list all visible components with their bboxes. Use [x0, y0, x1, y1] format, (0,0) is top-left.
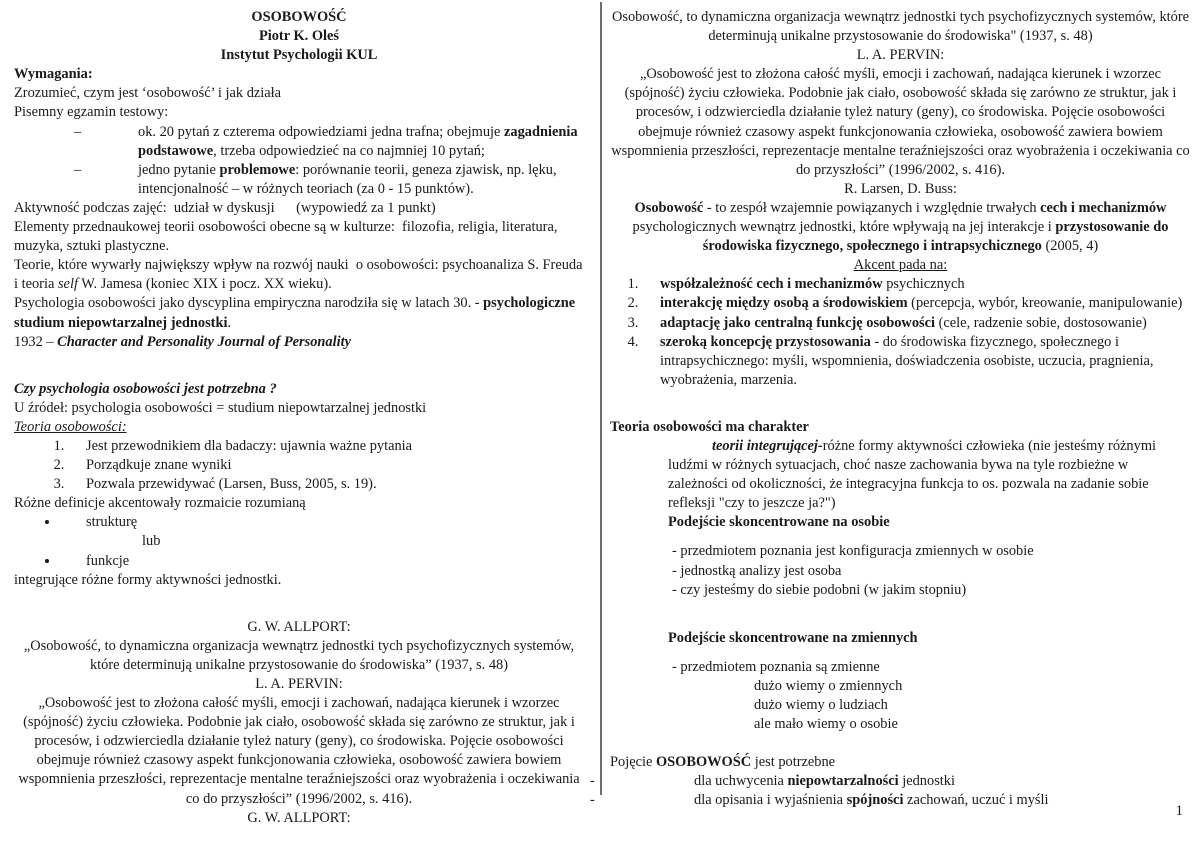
theories-text-b: W. Jamesa (koniec XIX i pocz. XX wieku). — [77, 276, 332, 293]
requirements-heading: Wymagania: — [14, 66, 93, 83]
spacer — [610, 619, 1191, 629]
theory-item: 2. Porządkuje znane wyniki — [68, 456, 584, 475]
integrating-line: integrujące różne formy aktywności jednostki. — [14, 571, 282, 588]
author-name: Piotr K. Oleś — [258, 28, 340, 45]
allport-heading: G. W. ALLPORT: — [247, 618, 351, 635]
concept-item — [590, 772, 1191, 791]
lb-def-bold-1: Osobowość — [634, 199, 704, 216]
person-point: - czy jesteśmy do siebie podobni (w jakim stopniu) — [672, 581, 967, 598]
dash-marker: – — [74, 161, 82, 178]
accent-items-list — [610, 275, 1191, 390]
larsen-buss-heading: R. Larsen, D. Buss: — [844, 180, 957, 197]
exam-item — [14, 123, 584, 161]
character-heading: Teoria osobowości ma charakter — [610, 418, 809, 435]
person-approach-heading: Podejście skoncentrowane na osobie — [668, 514, 890, 531]
prescientific-line: Elementy przednaukowej teorii osobowości obecne są w kulturze: filozofia, religia, literatura, muzyka, sztuki plastyczne. — [14, 219, 562, 255]
accent-item-rest: psychicznych — [882, 276, 965, 293]
larsen-buss-definition — [610, 199, 1191, 256]
exam-item — [14, 161, 584, 199]
concept-items-list — [590, 772, 1191, 810]
bullet-item-function: • funkcje — [60, 552, 584, 571]
spacer — [610, 532, 1191, 542]
concept-bold: OSOBOWOŚĆ — [655, 754, 752, 771]
definitions-intro: Różne definicje akcentowały rozmaicie rozumianą — [14, 495, 306, 512]
left-column — [0, 0, 592, 828]
integrating-theory-bold: teorii integrującej- — [712, 437, 823, 454]
spacer — [14, 352, 584, 380]
lb-def-bold-3: cech i mechanizmów — [1040, 199, 1167, 216]
accent-item-bold: interakcję między osobą a środowiskiem — [660, 295, 908, 312]
theories-italic: self — [57, 276, 78, 293]
concept-suffix: jest potrzebne — [751, 754, 836, 771]
affiliation: Instytut Psychologii KUL — [220, 47, 378, 64]
lb-def-text-6: (2005, 4) — [1041, 238, 1099, 255]
theories-text-a: Teorie, które wywarły największy wpływ na rozwój nauki o osobowości: psychoanaliza S. Freuda i teoria — [14, 257, 587, 293]
integrating-theory-paragraph — [610, 437, 1191, 513]
requirement-line-1: Zrozumieć, czym jest ‘osobowość’ i jak działa — [14, 85, 282, 102]
variable-subpoint: dużo wiemy o ludziach — [754, 697, 888, 713]
dash-marker: – — [74, 123, 82, 140]
lb-def-bold-5: przystosowanie do środowiska fizycznego, społecznego i intrapsychicznego — [702, 219, 1173, 255]
concept-item-part1: dla opisania i wyjaśnienia — [694, 792, 847, 809]
lb-def-text-2: - to zespół wzajemnie powiązanych i względnie trwałych — [703, 199, 1041, 216]
theory-items-list — [14, 437, 584, 494]
pervin-heading: L. A. PERVIN: — [255, 676, 343, 692]
concept-item — [590, 791, 1191, 810]
exam-item-bold: zagadnienia podstawowe — [138, 123, 578, 159]
discipline-text-b: . — [227, 314, 232, 331]
concept-prefix: Pojęcie — [610, 754, 656, 771]
year-1932-line — [14, 333, 584, 352]
page-number: 1 — [1175, 803, 1183, 819]
lub-connector: lub — [142, 533, 161, 550]
year-1932-journal: Character and Personality Journal of Personality — [57, 333, 352, 350]
concept-item-part1: dla uchwycenia — [694, 773, 788, 790]
theory-item: 3. Pozwala przewidywać (Larsen, Buss, 2005, s. 19). — [68, 475, 584, 494]
page-title: OSOBOWOŚĆ — [251, 9, 347, 25]
discipline-line — [14, 294, 584, 332]
spacer — [610, 648, 1191, 658]
concept-item-part2: zachowań, uczuć i myśli — [903, 792, 1049, 809]
theory-item: 1. Jest przewodnikiem dla badaczy: ujawnia ważne pytania — [68, 437, 584, 456]
exam-item-text-part1: ok. 20 pytań z czterema odpowiedziami jedna trafna; obejmuje — [138, 123, 505, 140]
variable-point: - przedmiotem poznania są zmienne — [672, 658, 880, 675]
integrating-theory-rest: różne formy aktywności człowieka (nie jesteśmy różnymi ludźmi w różnych sytuacjach, choć nasze zachowania bywa na tyle rozbieżne w zależności od okoliczności, że integracyjna funkcja to os. pozwala na zadanie sobie refleksji "czy to jeszcze ja?") — [668, 437, 1157, 512]
accent-item — [642, 314, 1191, 333]
pervin-quote: „Osobowość jest to złożona całość myśli, emocji i zachowań, nadająca kierunek i wzorzec (spójność) życiu człowieka. Podobnie jak ciało, osobowość składa się zarówno ze struktur, jak i procesów, i odzwierciedla działanie tyleż natury (geny), co środowiska. Pojęcie osobowości obejmuje również czasowy aspekt funkcjonowania człowieka, osobowość zawiera bowiem wspomnienia przeszłości, reprezentacje mentalne teraźniejszości oraz wyobrażenia i oczekiwania co do przyszłości” (1996/2002, s. 416). — [18, 695, 584, 807]
spacer — [14, 590, 584, 618]
spacer — [610, 600, 1191, 619]
accent-item-bold: szeroką koncepcję przystosowania — [660, 333, 871, 350]
dash-marker: - — [590, 773, 595, 790]
exam-items-list — [14, 123, 584, 199]
year-1932-prefix: 1932 – — [14, 333, 58, 350]
exam-item-text-part2: , trzeba odpowiedzieć na co najmniej 10 pytań; — [213, 142, 485, 159]
accent-item — [642, 333, 1191, 390]
allport-quote: „Osobowość, to dynamiczna organizacja wewnątrz jednostki tych psychofizycznych systemów, które determinują unikalne przystosowanie do środowiska” (1937, s. 48) — [23, 637, 578, 673]
accent-item-rest: - do środowiska fizycznego, społecznego i intrapsychicznego: myśli, wspomnienia, doświadczenia osobiste, uczucia, pragnienia, wyobrażenia, marzenia. — [660, 333, 1154, 388]
function-bullet-list — [14, 552, 584, 571]
accent-item-rest: (cele, radzenie sobie, dostosowanie) — [935, 314, 1147, 331]
question-heading: Czy psychologia osobowości jest potrzebna ? — [14, 380, 277, 397]
right-column — [590, 0, 1199, 810]
allport-quote-right: Osobowość, to dynamiczna organizacja wewnątrz jednostki tych psychofizycznych systemów, które determinują unikalne przystosowanie do środowiska" (1937, s. 48) — [611, 9, 1193, 45]
theories-line — [14, 256, 587, 294]
structure-bullet-list — [14, 513, 584, 532]
dash-marker: - — [590, 792, 595, 809]
column-divider-line — [600, 2, 602, 795]
person-point: - przedmiotem poznania jest konfiguracja zmiennych w osobie — [672, 543, 1034, 560]
exam-item-text-part2: : porównanie teorii, geneza zjawisk, np. lęku, intencjonalność – w różnych teoriach (za 0 - 15 punktów). — [138, 161, 557, 197]
variable-subpoint: ale mało wiemy o osobie — [754, 716, 898, 733]
theory-label: Teoria osobowości: — [14, 418, 127, 435]
source-line: U źródeł: psychologia osobowości = studium niepowtarzalnej jednostki — [14, 399, 427, 416]
discipline-bold: psychologiczne studium niepowtarzalnej jednostki — [14, 295, 579, 331]
exam-item-bold: problemowe — [219, 161, 296, 178]
concept-item-bold: niepowtarzalności — [787, 773, 899, 790]
spacer — [610, 390, 1191, 418]
pervin-quote-right: „Osobowość jest to złożona całość myśli, emocji i zachowań, nadająca kierunek i wzorzec (spójność) życiu człowieka. Podobnie jak ciało, osobowość składa się zarówno ze struktur, jak i procesów, i odzwierciedla działanie tyleż natury (geny), co środowiska. Pojęcie osobowości obejmuje również czasowy aspekt funkcjonowania człowieka, osobowość zawiera bowiem wspomnienia przeszłości, reprezentacje mentalne teraźniejszości oraz wyobrażenia i oczekiwania co do przyszłości” (1996/2002, s. 416). — [611, 66, 1194, 178]
lb-def-text-4: psychologicznych wewnątrz jednostki, które wpływają na jej interakcje i — [632, 199, 1171, 236]
pervin-heading-right: L. A. PERVIN: — [856, 47, 945, 64]
accent-label-wrap — [610, 256, 1191, 275]
spacer — [610, 734, 1191, 753]
requirement-line-2: Pisemny egzamin testowy: — [14, 104, 169, 121]
activity-line: Aktywność podczas zajęć: udział w dyskusji (wypowiedź za 1 punkt) — [14, 199, 436, 216]
concept-item-part2: jednostki — [898, 773, 955, 790]
concept-item-bold: spójności — [846, 792, 904, 809]
accent-item-rest: (percepcja, wybór, kreowanie, manipulowanie) — [907, 295, 1183, 312]
variable-subpoint: dużo wiemy o zmiennych — [754, 677, 903, 694]
concept-needed-line — [610, 753, 1191, 772]
variable-approach-heading: Podejście skoncentrowane na zmiennych — [668, 629, 918, 646]
accent-item — [642, 275, 1191, 294]
bullet-item-structure: • strukturę — [60, 513, 584, 532]
exam-item-text-part1: jedno pytanie — [138, 161, 220, 178]
discipline-text-a: Psychologia osobowości jako dyscyplina empiryczna narodziła się w latach 30. - — [14, 295, 484, 312]
person-point: - jednostką analizy jest osoba — [672, 562, 842, 579]
accent-item — [642, 294, 1191, 313]
accent-item-bold: współzależność cech i mechanizmów — [660, 276, 883, 293]
accent-item-bold: adaptację jako centralną funkcję osobowości — [660, 314, 936, 331]
accent-label: Akcent pada na: — [853, 257, 948, 274]
allport-heading-2: G. W. ALLPORT: — [247, 809, 351, 826]
